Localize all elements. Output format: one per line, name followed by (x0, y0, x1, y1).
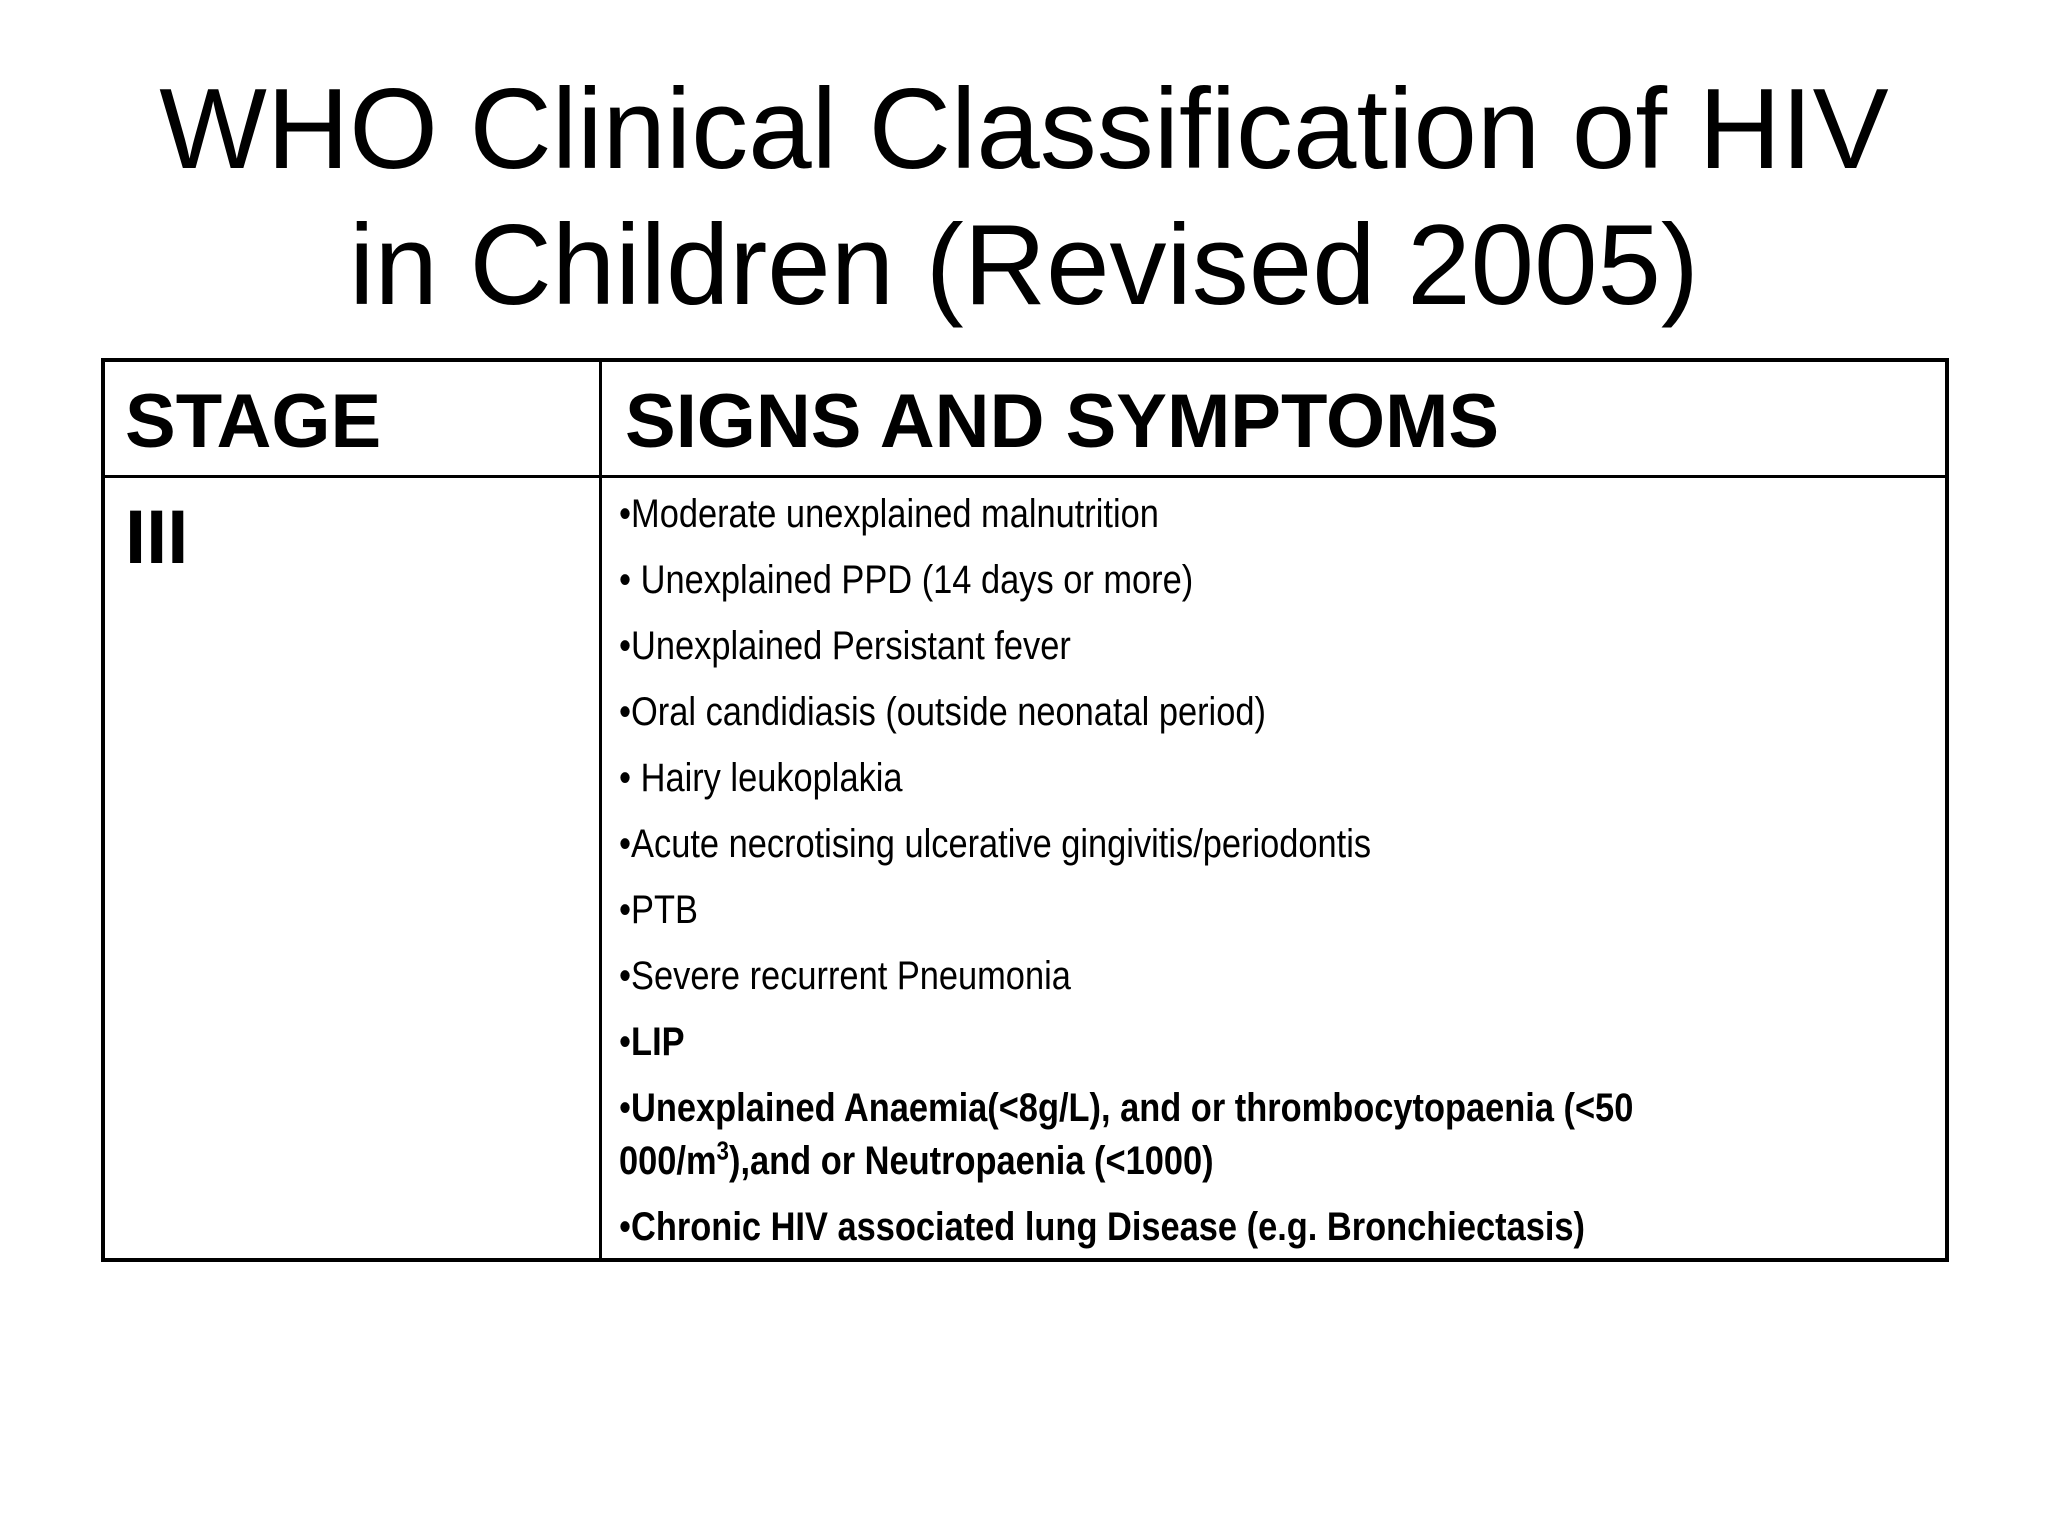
symptom-text: LIP (631, 1020, 685, 1064)
signs-and-symptoms-header: SIGNS AND SYMPTOMS (625, 379, 1500, 464)
bullet-icon: • (619, 822, 632, 866)
symptom-item (619, 752, 1737, 805)
symptom-text: Hairy leukoplakia (640, 756, 903, 800)
column-divider (599, 362, 602, 1258)
symptom-item (619, 818, 1737, 871)
symptom-text: Unexplained PPD (14 days or more) (640, 558, 1194, 602)
symptom-text: Severe recurrent Pneumonia (631, 954, 1071, 998)
bullet-icon: • (619, 492, 632, 536)
symptom-text-part-2: 000/m (619, 1139, 717, 1183)
symptom-text: PTB (631, 888, 698, 932)
header-divider (105, 475, 1945, 478)
symptom-item (619, 620, 1737, 673)
bullet-icon: • (619, 1020, 632, 1064)
slide-title (0, 62, 2048, 334)
symptom-text-part-3: ),and or Neutropaenia (<1000) (728, 1139, 1214, 1183)
slide-title-line-1: WHO Clinical Classification of HIV (159, 66, 1889, 193)
symptom-item (619, 1201, 1737, 1254)
symptom-text: Unexplained Persistant fever (631, 624, 1071, 668)
symptom-text-part-1: Unexplained Anaemia(<8g/L), and or thrombocytopaenia (<50 (631, 1086, 1634, 1130)
bullet-icon: • (619, 690, 632, 734)
symptom-item (619, 554, 1737, 607)
bullet-icon: • (619, 954, 632, 998)
symptom-item (619, 1016, 1737, 1069)
stage-header: STAGE (125, 379, 382, 464)
classification-table (101, 358, 1949, 1262)
symptom-item (619, 950, 1737, 1003)
symptom-text: Chronic HIV associated lung Disease (e.g. Bronchiectasis) (631, 1205, 1585, 1249)
superscript: 3 (716, 1135, 729, 1166)
symptom-text: Oral candidiasis (outside neonatal period) (631, 690, 1266, 734)
bullet-icon: • (619, 558, 641, 602)
symptom-item (619, 1082, 1909, 1188)
symptom-item (619, 488, 1737, 541)
bullet-icon: • (619, 888, 632, 932)
bullet-icon: • (619, 1205, 632, 1249)
symptom-text: Acute necrotising ulcerative gingivitis/periodontis (631, 822, 1372, 866)
stage-value: III (125, 495, 189, 580)
symptom-item (619, 686, 1737, 739)
bullet-icon: • (619, 624, 632, 668)
bullet-icon: • (619, 1086, 632, 1130)
symptom-item (619, 884, 1737, 937)
slide-title-line-2: in Children (Revised 2005) (349, 202, 1699, 329)
symptom-text: Moderate unexplained malnutrition (631, 492, 1159, 536)
bullet-icon: • (619, 756, 641, 800)
symptoms-list (619, 488, 1919, 1267)
